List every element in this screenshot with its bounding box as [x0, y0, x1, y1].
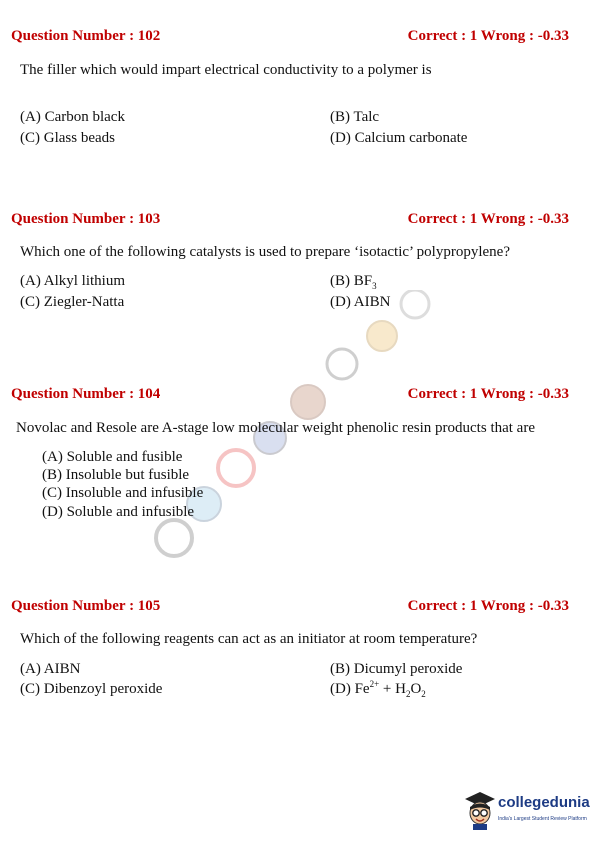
question-number: Question Number : 104 [11, 386, 161, 402]
question-104 [0, 386, 595, 526]
collegedunia-logo [464, 790, 594, 835]
option-b: (B) Insoluble but fusible [42, 467, 190, 483]
question-text: The filler which would impart electrical conductivity to a polymer is [20, 62, 432, 78]
option-b: (B) Dicumyl peroxide [330, 661, 463, 677]
option-c: (C) Glass beads [20, 130, 115, 146]
option-b: (B) $BF_3$ [330, 273, 377, 291]
question-number: Question Number : 103 [11, 211, 161, 227]
option-d: (D) Calcium carbonate [330, 130, 468, 146]
question-text: Which of the following reagents can act as an initiator at room temperature? [20, 631, 478, 647]
option-d: (D) Soluble and infusible [42, 504, 195, 520]
option-d: (D) AIBN [330, 294, 391, 310]
question-text: Which one of the following catalysts is used to prepare ‘isotactic’ polypropylene? [20, 244, 510, 260]
option-c: (C) Ziegler-Natta [20, 294, 125, 310]
option-c: (C) Insoluble and infusible [42, 485, 204, 501]
marking-scheme: Correct : 1 Wrong : -0.33 [407, 28, 569, 44]
option-b: (B) Talc [330, 109, 380, 125]
watermark-seal-icon [327, 349, 357, 379]
option-a: (A) Alkyl lithium [20, 273, 125, 289]
brand-tagline: India's Largest Student Review Platform [498, 816, 587, 822]
question-number: Question Number : 102 [11, 28, 161, 44]
question-text: Novolac and Resole are A-stage low molecular weight phenolic resin products that are [16, 420, 535, 436]
marking-scheme: Correct : 1 Wrong : -0.33 [407, 598, 569, 614]
question-105 [0, 598, 595, 708]
watermark-seal-icon [367, 321, 397, 351]
question-103 [0, 211, 595, 321]
student-mascot-icon [464, 790, 496, 830]
question-102 [0, 28, 595, 158]
option-a: (A) Carbon black [20, 109, 125, 125]
question-number: Question Number : 105 [11, 598, 161, 614]
marking-scheme: Correct : 1 Wrong : -0.33 [407, 386, 569, 402]
marking-scheme: Correct : 1 Wrong : -0.33 [407, 211, 569, 227]
option-d: (D) $Fe^{2+} + H_2O_2$ [330, 679, 426, 699]
option-a: (A) AIBN [20, 661, 81, 677]
brand-name: collegedunia [498, 794, 590, 811]
option-a: (A) Soluble and fusible [42, 449, 183, 465]
option-c: (C) Dibenzoyl peroxide [20, 681, 163, 697]
